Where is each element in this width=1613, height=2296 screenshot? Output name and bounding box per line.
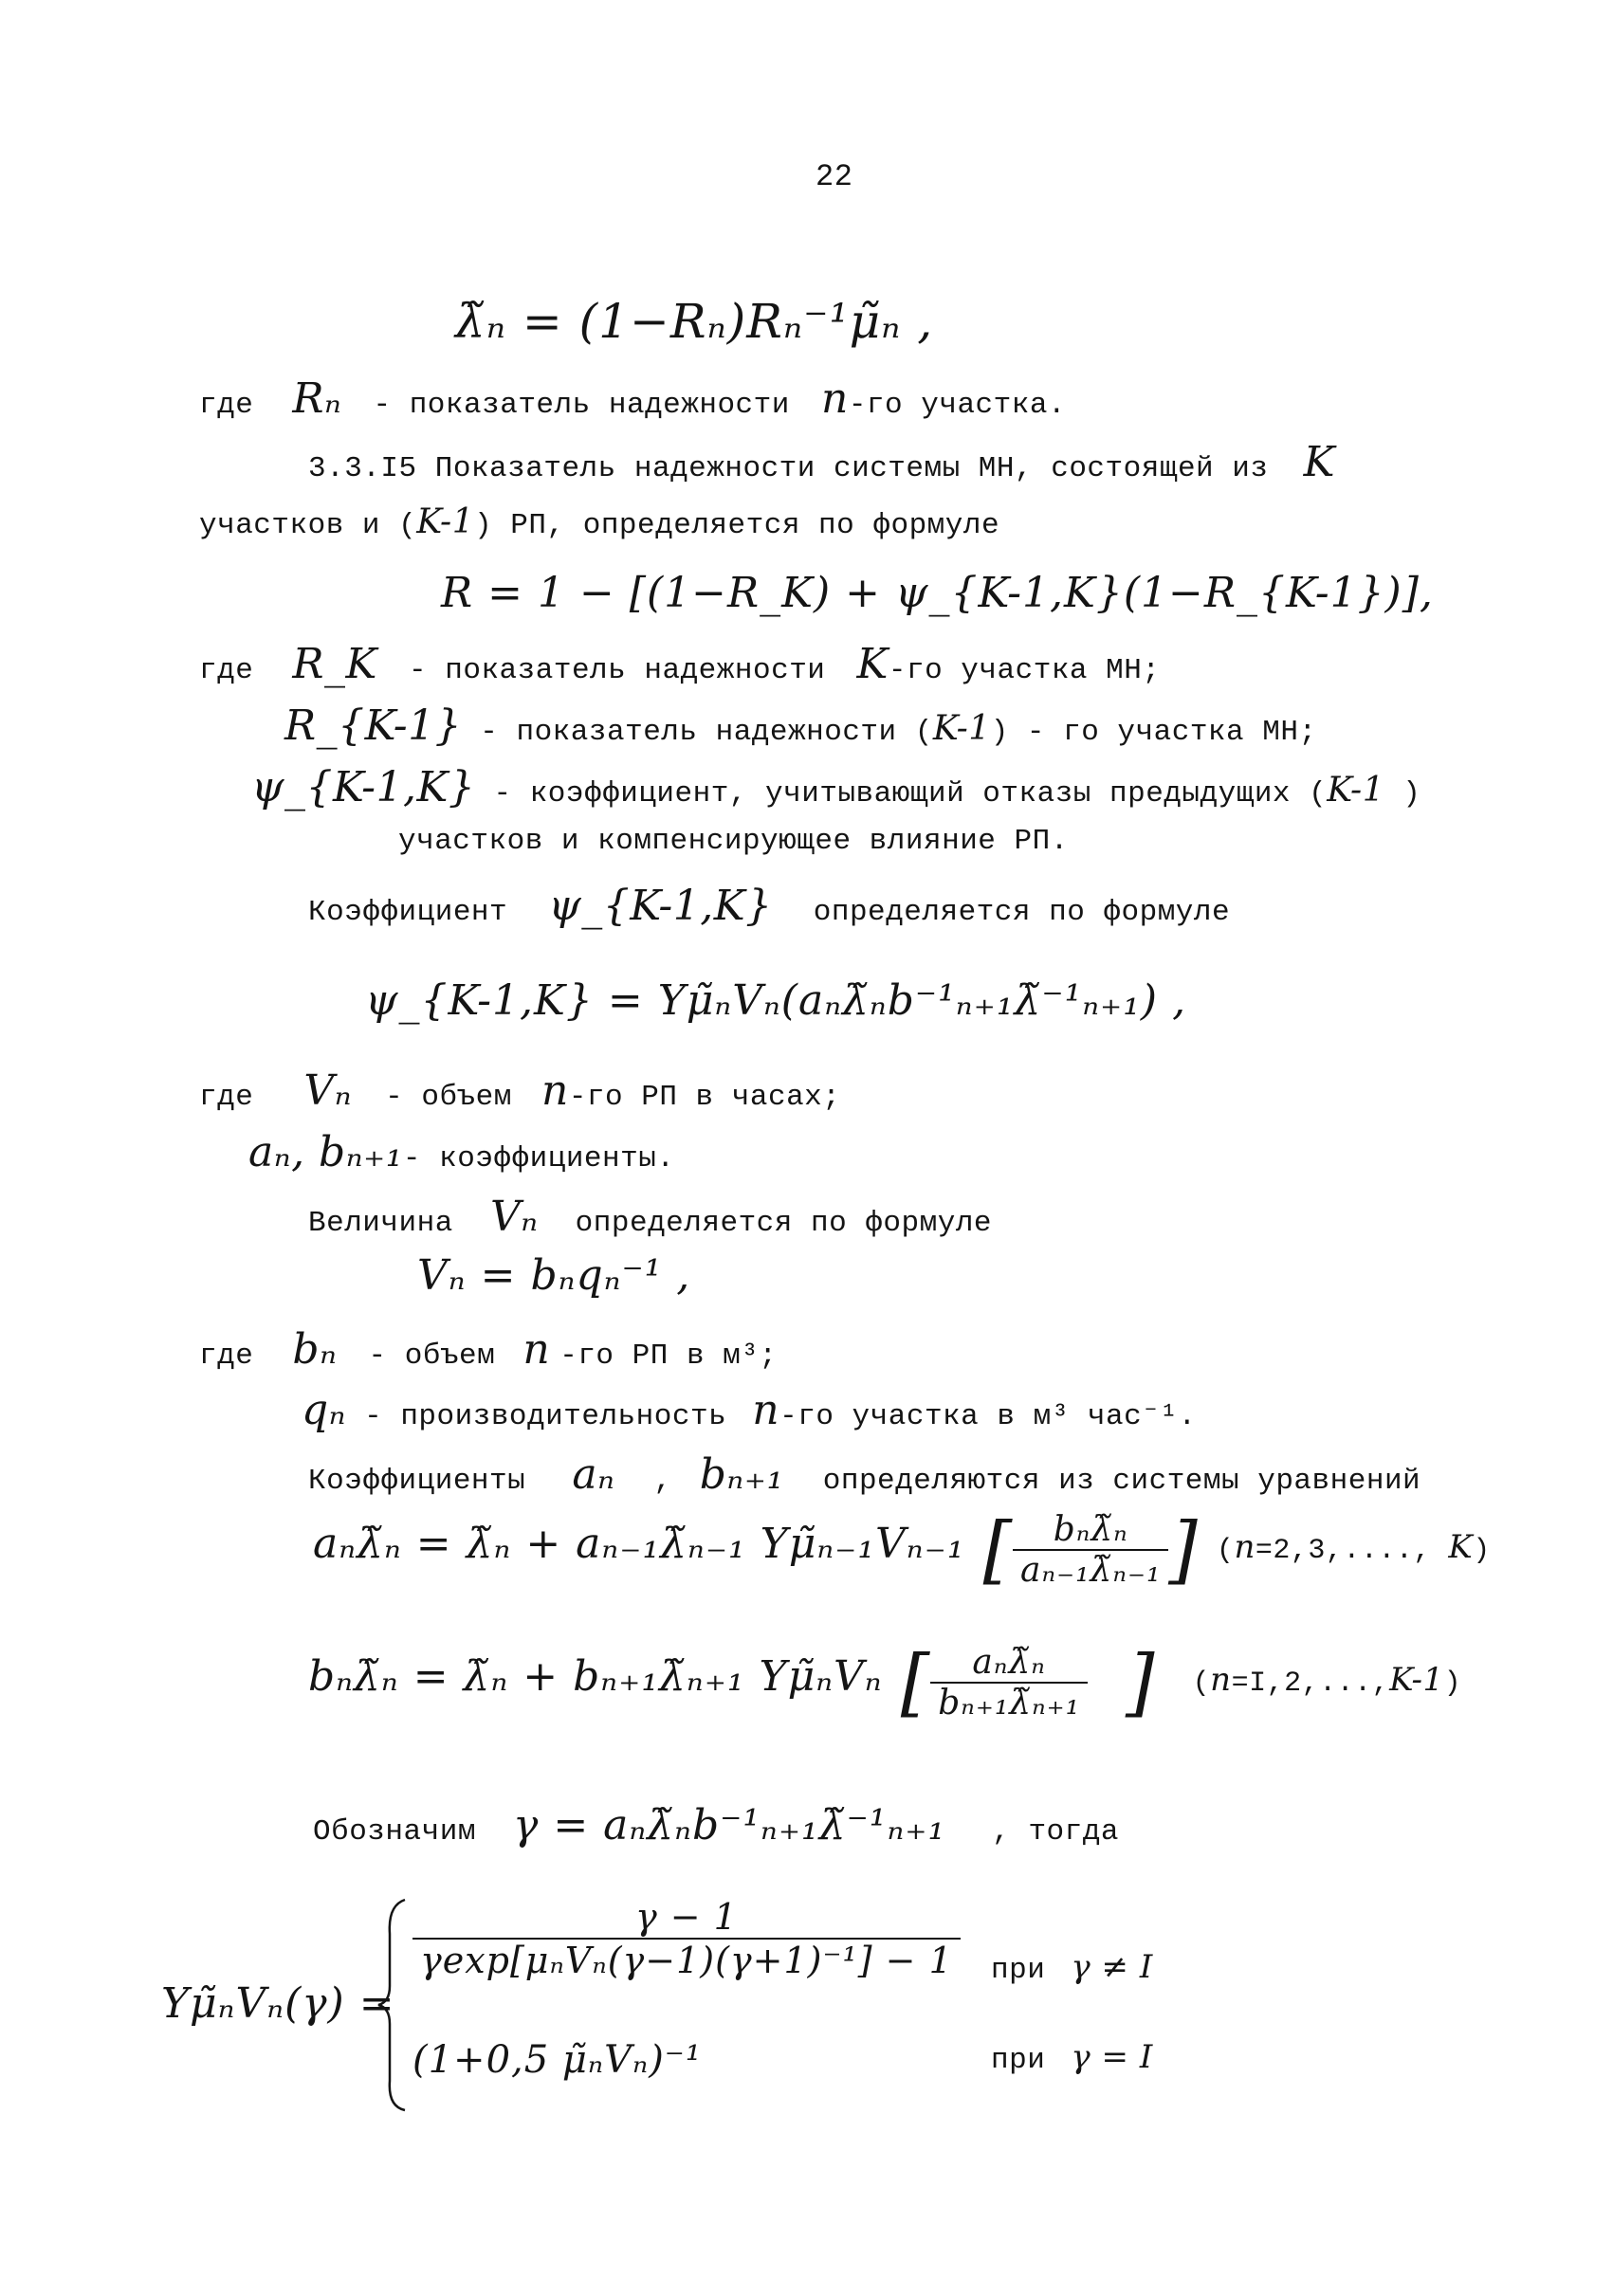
eq2-fraction [930, 1643, 1088, 1722]
denote-line [313, 1801, 1119, 1850]
condition-text: ( [1216, 1535, 1235, 1568]
definition-Vn [199, 1066, 840, 1115]
case1-numerator: γ − 1 [412, 1896, 961, 1940]
eq2-condition [1192, 1661, 1462, 1701]
definition-RK [199, 640, 1160, 688]
definition-text: - производительность [364, 1400, 727, 1433]
where-label: где [199, 389, 254, 422]
case2-condition [991, 2038, 1153, 2077]
eq2-numerator: aₙλ̃ₙ [930, 1643, 1088, 1684]
definition-text: - объем [385, 1081, 512, 1114]
symbol-Vn: Vₙ [489, 1193, 539, 1241]
condition-text: при [991, 1954, 1046, 1987]
equation-2 [308, 1640, 1461, 1725]
line-text: определяется по формуле [813, 896, 1231, 929]
page-number: 22 [816, 159, 853, 194]
symbol-K: K [856, 640, 889, 688]
case2-expression: (1+0,5 μ̃ₙVₙ)⁻¹ [412, 2038, 702, 2082]
equation-1 [313, 1507, 1491, 1593]
condition-text: ) [1473, 1535, 1491, 1568]
eq2-denominator: bₙ₊₁λ̃ₙ₊₁ [938, 1684, 1081, 1722]
line-text: Коэффициент [308, 896, 508, 929]
symbol-K-1: K-1 [932, 709, 991, 748]
line-text: , тогда [992, 1815, 1119, 1849]
condition-text: =I,2,..., [1231, 1667, 1390, 1701]
line-text: Величина [308, 1207, 453, 1240]
symbol-n: n [541, 1066, 569, 1115]
symbol-Rn: Rₙ [292, 374, 342, 423]
symbol-bn: bₙ [292, 1325, 338, 1374]
condition-text: при [991, 2044, 1046, 2077]
case1-condition [991, 1948, 1153, 1987]
symbol-psi: ψ_{K-1,K} [251, 763, 476, 811]
formula-psi: ψ_{K-1,K} = Yμ̃ₙVₙ(aₙλ̃ₙb⁻¹ₙ₊₁λ̃⁻¹ₙ₊₁) , [365, 976, 1187, 1025]
case-1 [412, 1896, 961, 1981]
symbol-n: n [1210, 1661, 1232, 1700]
symbol-an-bn1: aₙ, bₙ₊₁ [248, 1128, 403, 1176]
definition-text: -го участка МН; [888, 654, 1161, 687]
condition-text: ( [1192, 1667, 1211, 1701]
eq2-left: bₙλ̃ₙ = λ̃ₙ + bₙ₊₁λ̃ₙ₊₁ Yμ̃ₙVₙ [308, 1652, 883, 1702]
curly-brace [375, 1896, 412, 2114]
formula-vn: Vₙ = bₙqₙ⁻¹ , [417, 1251, 691, 1300]
paragraph-3315-line2 [199, 502, 999, 542]
formula-R: R = 1 − [(1−R_K) + ψ_{K-1,K}(1−R_{K-1})], [441, 569, 1434, 617]
symbol-n: n [1234, 1528, 1256, 1567]
eq1-condition [1216, 1528, 1491, 1568]
piecewise-formula [161, 1896, 1204, 2114]
definition-text: - показатель надежности ( [480, 716, 933, 749]
bracket-right: ] [1126, 1640, 1156, 1725]
paragraph-text: 3.3.I5 Показатель надежности системы МН, состоящей из [308, 452, 1269, 485]
where-label: где [199, 1339, 254, 1373]
case1-fraction [412, 1896, 961, 1981]
eq1-numerator: bₙλ̃ₙ [1013, 1510, 1168, 1551]
symbol-K: K [1303, 438, 1335, 486]
definition-qn [302, 1386, 1197, 1434]
eq1-left: aₙλ̃ₙ = λ̃ₙ + aₙ₋₁λ̃ₙ₋₁ Yμ̃ₙ₋₁Vₙ₋₁ [313, 1520, 965, 1569]
symbol-RK: R_K [292, 640, 377, 688]
definition-text: - коэффициенты. [402, 1142, 675, 1175]
definition-RK-1 [284, 702, 1317, 750]
line-text: определяются из системы уравнений [822, 1465, 1421, 1498]
symbol-gamma-neq: γ ≠ I [1071, 1948, 1153, 1986]
symbol-K-1: K-1 [1327, 771, 1385, 810]
paragraph-3315-line1 [308, 438, 1335, 486]
symbol-qn: qₙ [302, 1386, 346, 1434]
definition-text: -го участка в м³ час⁻¹. [779, 1400, 1197, 1433]
symbol-RK-1: R_{K-1} [284, 702, 463, 750]
definition-text: - объем [368, 1339, 496, 1373]
definition-psi [251, 763, 1421, 811]
bracket-right: ] [1168, 1507, 1199, 1593]
definition-text: -го участка. [848, 389, 1067, 422]
formula-lambda: λ̃ₙ = (1−Rₙ)Rₙ⁻¹μ̃ₙ , [455, 294, 934, 349]
bracket-left: [ [982, 1507, 1014, 1593]
paragraph-text: участков и ( [199, 509, 417, 542]
definition-text: -го РП в часах; [568, 1081, 841, 1114]
line-text: Обозначим [313, 1815, 476, 1849]
symbol-bn1: bₙ₊₁ [699, 1450, 784, 1499]
symbol-K: K [1448, 1528, 1474, 1567]
definition-text: - показатель надежности [409, 654, 826, 687]
case1-denominator: γexp[μₙVₙ(γ−1)(γ+1)⁻¹] − 1 [420, 1940, 953, 1981]
definition-text: - показатель надежности [373, 389, 790, 422]
line-text: определяется по формуле [575, 1207, 993, 1240]
symbol-Vn: Vₙ [303, 1066, 353, 1115]
definition-text: -го РП в м³; [559, 1339, 778, 1373]
condition-text: =2,3,...., [1255, 1535, 1431, 1568]
bracket-left: [ [900, 1640, 931, 1725]
symbol-K-1: K-1 [1389, 1661, 1444, 1700]
definition-psi-cont: участков и компенсирующее влияние РП. [398, 825, 1069, 858]
where-label: где [199, 654, 254, 687]
case-2 [412, 2038, 702, 2082]
coefficients-line [308, 1450, 1421, 1499]
symbol-gamma-eq: γ = I [1071, 2038, 1153, 2076]
eq1-fraction [1013, 1510, 1168, 1590]
symbol-n: n [820, 374, 849, 423]
definition-text: ) - го участка МН; [990, 716, 1317, 749]
definition-text: - коэффициент, учитывающий отказы предыдущих ( [493, 777, 1328, 811]
piecewise-lhs: Yμ̃ₙVₙ(γ) = [161, 1979, 395, 2028]
vn-line [308, 1193, 992, 1241]
paragraph-text: ) РП, определяется по формуле [474, 509, 1000, 542]
definition-an-bn1 [248, 1128, 674, 1176]
symbol-an: aₙ [572, 1450, 615, 1499]
formula-gamma: γ = aₙλ̃ₙb⁻¹ₙ₊₁λ̃⁻¹ₙ₊₁ [513, 1801, 946, 1850]
definition-bn [199, 1325, 777, 1374]
symbol-n: n [522, 1325, 551, 1374]
definition-text: ) [1402, 777, 1421, 811]
eq1-denominator: aₙ₋₁λ̃ₙ₋₁ [1020, 1551, 1162, 1590]
symbol-K-1: K-1 [416, 502, 475, 541]
line-text: Коэффициенты [308, 1465, 526, 1498]
where-label: где [199, 1081, 254, 1114]
condition-text: ) [1443, 1667, 1462, 1701]
coefficient-psi-line [308, 882, 1230, 930]
symbol-n: n [752, 1386, 780, 1434]
definition-Rn [199, 374, 1066, 423]
line-text: , [653, 1465, 672, 1498]
symbol-psi: ψ_{K-1,K} [548, 882, 773, 930]
